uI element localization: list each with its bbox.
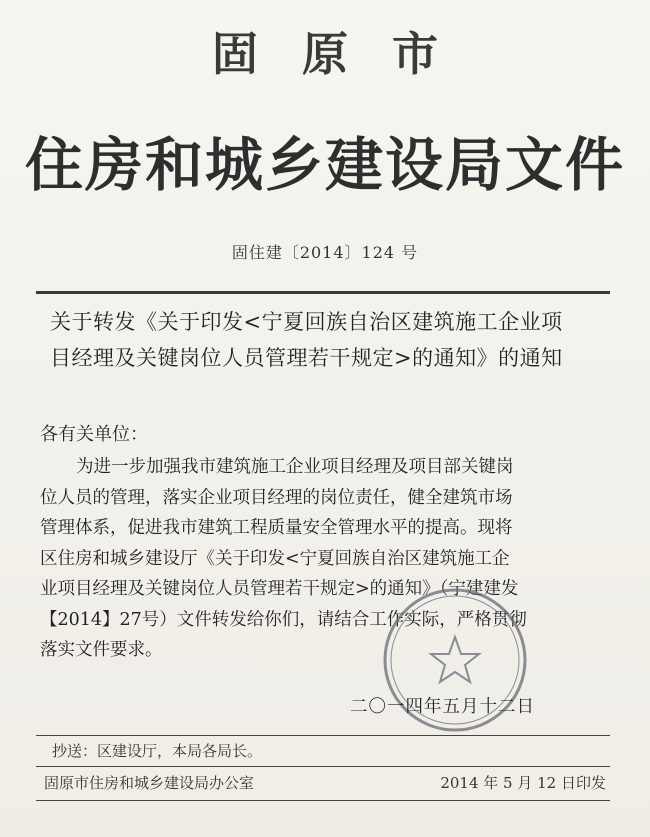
body-line-2: 位人员的管理，落实企业项目经理的岗位责任，健全建筑市场 bbox=[40, 487, 513, 508]
body-line-1: 为进一步加强我市建筑施工企业项目经理及项目部关键岗 bbox=[76, 457, 514, 477]
issuing-office: 固原市住房和城乡建设局办公室 bbox=[44, 774, 255, 792]
header-divider bbox=[36, 291, 610, 294]
body-line-6: 【2014】27号）文件转发给你们，请结合工作实际，严格贯彻 bbox=[40, 609, 527, 630]
signature-date: 二〇一四年五月十二日 bbox=[350, 697, 535, 717]
print-date: 2014 年 5 月 12 日印发 bbox=[440, 774, 606, 792]
footer-divider bbox=[36, 766, 610, 767]
body-line-7: 落实文件要求。 bbox=[40, 640, 163, 660]
salutation: 各有关单位： bbox=[40, 424, 148, 445]
carbon-copy: 抄送：区建设厅，本局各局长。 bbox=[52, 742, 263, 760]
footer-bottom-divider bbox=[36, 800, 610, 801]
document-number: 固住建〔2014〕124 号 bbox=[231, 243, 419, 262]
body-line-4: 区住房和城乡建设厅《关于印发<宁夏回族自治区建筑施工企 bbox=[40, 548, 510, 569]
body-line-5: 业项目经理及关键岗位人员管理若干规定>的通知》（宁建建发 bbox=[40, 579, 519, 599]
title-line-1: 关于转发《关于印发<宁夏回族自治区建筑施工企业项 bbox=[50, 310, 563, 334]
body-text bbox=[40, 452, 610, 666]
title-line-2: 目经理及关键岗位人员管理若干规定>的通知》的通知 bbox=[50, 346, 563, 370]
cc-top-divider bbox=[36, 735, 610, 736]
document-title bbox=[50, 304, 610, 376]
body-line-3: 管理体系，促进我市建筑工程质量安全管理水平的提高。现将 bbox=[40, 518, 513, 538]
issuer-city: 固原市 bbox=[212, 27, 482, 81]
issuer-name: 住房和城乡建设局文件 bbox=[24, 131, 625, 199]
